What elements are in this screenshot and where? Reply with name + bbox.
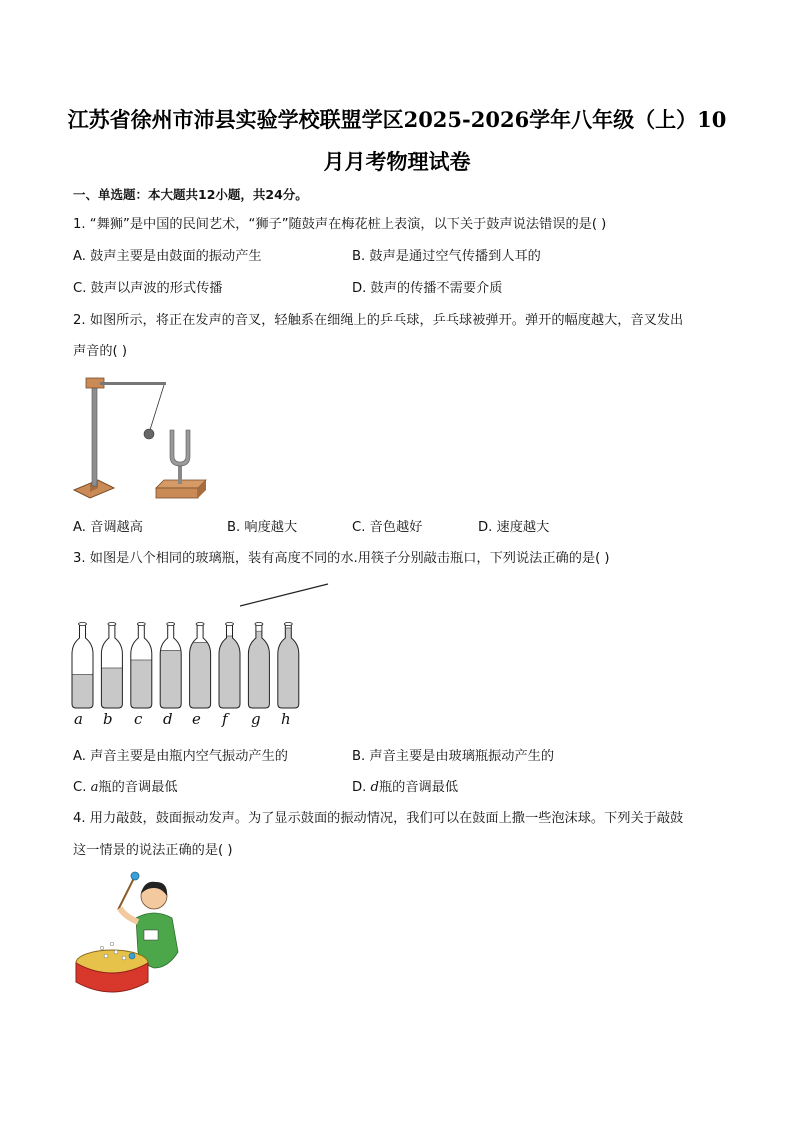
bottle-water bbox=[101, 668, 122, 708]
bottle-e bbox=[190, 622, 211, 708]
q1-option-d: D. 鼓声的传播不需要介质 bbox=[352, 281, 503, 296]
q2-option-d: D. 速度越大 bbox=[478, 520, 550, 535]
bottle-mouth bbox=[284, 622, 292, 625]
bottle-mouth bbox=[196, 622, 204, 625]
q4-stem-line1: 4. 用力敲鼓，鼓面振动发声。为了显示鼓面的振动情况，我们可以在鼓面上撒一些泡沫球。下列关于敲鼓 bbox=[73, 811, 684, 826]
boy-arm bbox=[120, 908, 138, 922]
bottle-label-g: g bbox=[251, 710, 261, 728]
name-tag bbox=[144, 930, 158, 940]
fork-stem bbox=[178, 464, 182, 484]
q2-option-c: C. 音色越好 bbox=[352, 520, 423, 535]
bottle-mouth bbox=[167, 622, 175, 625]
bottle-mouth bbox=[255, 622, 263, 625]
q1-option-b: B. 鼓声是通过空气传播到人耳的 bbox=[352, 249, 541, 264]
q3-option-c-var: a bbox=[90, 780, 99, 795]
bottle-b bbox=[101, 622, 122, 708]
foam-ball bbox=[114, 950, 118, 954]
q3-option-c-rest: 瓶的音调最低 bbox=[98, 780, 178, 795]
q3-stem: 3. 如图是八个相同的玻璃瓶，装有高度不同的水.用筷子分别敲击瓶口，下列说法正确的是( ) bbox=[73, 551, 610, 566]
bottle-label-d: d bbox=[163, 710, 173, 728]
fork-base-front bbox=[156, 488, 198, 498]
q3-option-d bbox=[352, 779, 458, 797]
q3-option-b: B. 声音主要是由玻璃瓶振动产生的 bbox=[352, 749, 555, 764]
q1-stem: 1. “舞狮”是中国的民间艺术，“狮子”随鼓声在梅花桩上表演，以下关于鼓声说法错误的是( ) bbox=[73, 217, 607, 232]
fork-prongs bbox=[170, 430, 190, 466]
bottle-mouth bbox=[79, 622, 87, 625]
bottle-d bbox=[160, 622, 181, 708]
bottle-a bbox=[72, 622, 93, 708]
bottle-mouth bbox=[108, 622, 116, 625]
drum-boy-figure bbox=[72, 868, 184, 1003]
q2-option-b: B. 响度越大 bbox=[227, 520, 298, 535]
bottle-water bbox=[72, 674, 93, 708]
bottle-mouth bbox=[226, 622, 234, 625]
foam-ball bbox=[110, 942, 114, 946]
stand-rod bbox=[92, 384, 97, 486]
q2-option-a: A. 音调越高 bbox=[73, 520, 143, 535]
q2-stem-line2: 声音的( ) bbox=[73, 344, 128, 359]
q1-option-a: A. 鼓声主要是由鼓面的振动产生 bbox=[73, 249, 262, 264]
bottle-water bbox=[219, 636, 240, 708]
bottle-water bbox=[278, 628, 299, 708]
chopstick bbox=[240, 584, 328, 606]
foam-ball bbox=[104, 954, 108, 958]
bottle-c bbox=[131, 622, 152, 708]
bottle-g bbox=[248, 622, 269, 708]
bottle-f bbox=[219, 622, 240, 708]
bottle-label-a: a bbox=[74, 710, 83, 728]
bottle-label-f: f bbox=[222, 710, 228, 728]
bottles-group bbox=[72, 622, 299, 708]
exam-title-line2: 月月考物理试卷 bbox=[323, 149, 471, 174]
section-heading: 一、单选题：本大题共12小题，共24分。 bbox=[73, 187, 308, 202]
q3-option-c bbox=[73, 779, 178, 797]
drumstick-head bbox=[131, 872, 139, 880]
bottle-mouth bbox=[137, 622, 145, 625]
pingpong-ball bbox=[144, 429, 154, 439]
drumstick-tip bbox=[129, 953, 135, 959]
q3-option-d-rest: 瓶的音调最低 bbox=[379, 780, 459, 795]
foam-ball bbox=[100, 946, 104, 950]
q2-stem-line1: 2. 如图所示，将正在发声的音叉，轻触系在细绳上的乒乓球，乒乓球被弹开。弹开的幅度越大，音叉发出 bbox=[73, 313, 684, 328]
eight-bottles-figure bbox=[66, 578, 336, 713]
bottle-label-c: c bbox=[134, 710, 143, 728]
bottle-water bbox=[190, 642, 211, 708]
q3-option-a: A. 声音主要是由瓶内空气振动产生的 bbox=[73, 749, 288, 764]
bottle-label-b: b bbox=[103, 710, 113, 728]
q4-stem-line2: 这一情景的说法正确的是( ) bbox=[73, 843, 233, 858]
q3-option-d-prefix: D. bbox=[352, 780, 371, 795]
bottle-h bbox=[278, 622, 299, 708]
tuning-fork-pingpong-figure bbox=[70, 372, 220, 507]
q3-option-c-prefix: C. bbox=[73, 780, 91, 795]
stand-arm bbox=[100, 382, 166, 385]
exam-title-line1: 江苏省徐州市沛县实验学校联盟学区2025-2026学年八年级（上）10 bbox=[67, 107, 727, 132]
bottle-label-e: e bbox=[192, 710, 201, 728]
thread bbox=[150, 385, 164, 430]
bottle-water bbox=[160, 650, 181, 708]
bottle-label-h: h bbox=[281, 710, 291, 728]
foam-ball bbox=[122, 956, 126, 960]
q3-option-d-var: d bbox=[370, 780, 379, 795]
q1-option-c: C. 鼓声以声波的形式传播 bbox=[73, 281, 223, 296]
drumstick bbox=[118, 878, 134, 910]
bottle-water bbox=[131, 660, 152, 708]
